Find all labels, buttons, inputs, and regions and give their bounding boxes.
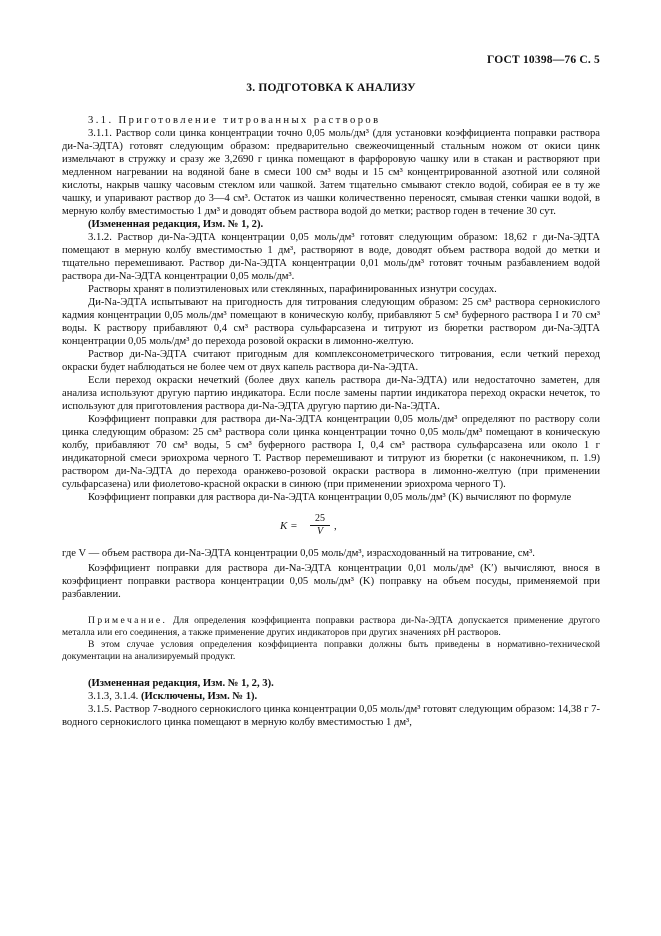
paragraph-3-1-2: 3.1.2. Раствор ди-Na-ЭДТА концентрации 0,05 моль/дм³ готовят следующим образом: 18,62 г ди-Na-ЭДТА помещают в мерную колбу вместимостью 1 дм³, растворяют в воде, доводят объем раствора водой до метки и тщательно перемешивают. Раствор ди-Na-ЭДТА концентрации 0,01 моль/дм³ готовят точным разбавлением водой раствора ди-Na-ЭДТА концентрации 0,05 моль/дм³. <box>62 232 600 282</box>
revision-note-1: (Измененная редакция, Изм. № 1, 2). <box>88 219 264 230</box>
formula-legend-text: где V — объем раствора ди-Na-ЭДТА концентрации 0,05 моль/дм³, израсходованный на титрование, см³. <box>62 548 535 559</box>
paragraph-3-1-1: 3.1.1. Раствор соли цинка концентрации точно 0,05 моль/дм³ (для установки коэффициента поправки раствора ди-Na-ЭДТА) готовят следующим образом: предварительно свежеочищенный стальным ножом от окиси цинк измельчают в стружку и сразу же 3,2690 г цинка помещают в фарфоровую чашку или в стакан и растворяют при медленном нагревании на водяной бане в смеси 100 см³ воды и 15 см³ концентрированной азотной или соляной кислоты, накрыв чашку часовым стеклом или чашкой. Затем тщательно смывают стекло водой, собирая ее в ту же чашку, и упаривают раствор до 3—4 см³. Остаток из чашки количественно переносят, смывая стенки чашки водой, в мерную колбу вместимостью 1 дм³ и доводят объем раствора водой до метки; раствор годен в течение 30 сут. <box>62 128 600 217</box>
formula-fraction <box>310 513 330 538</box>
formula-denominator: V <box>316 526 324 537</box>
paragraph-coefficient-formula-intro: Коэффициент поправки для раствора ди-Na-ЭДТА концентрации 0,05 моль/дм³ (K) вычисляют по формуле <box>88 492 572 503</box>
page-body <box>62 52 600 729</box>
section-title: 3. ПОДГОТОВКА К АНАЛИЗУ <box>246 82 416 94</box>
paragraph-suitability-test: Ди-Na-ЭДТА испытывают на пригодность для титрования следующим образом: 25 см³ раствора сернокислого кадмия концентрации 0,05 моль/дм³ помещают в коническую колбу, прибавляют 5 см³ буферного раствора I и 70 см³ воды. К раствору прибавляют 0,4 см³ раствора сульфарсазена и титруют из бюретки раствором ди-Na-ЭДТА концентрации 0,05 моль/дм³ до перехода розовой окраски в лимонно-желтую. <box>62 297 600 347</box>
note-label: Примечание. <box>88 615 168 626</box>
formula-tail: , <box>334 520 337 532</box>
note-block <box>62 615 600 663</box>
paragraph-storage: Растворы хранят в полиэтиленовых или стеклянных, парафинированных изнутри сосудах. <box>88 284 497 295</box>
note-text-1: Для определения коэффициента поправки раствора ди-Na-ЭДТА допускается применение другого металла или его соединения, а также применение других индикаторов при других значениях pH растворов. <box>62 615 600 638</box>
note-paragraph-1 <box>62 615 600 639</box>
formula <box>62 513 600 539</box>
subsection-heading: 3.1. Приготовление титрованных растворов <box>88 115 381 126</box>
revision-note-2: (Измененная редакция, Изм. № 1, 2, 3). <box>88 678 274 689</box>
note-paragraph-2: В этом случае условия определения коэффициента поправки должны быть приведены в нормативно-технической документации на анализируемый продукт. <box>62 639 600 662</box>
running-header: ГОСТ 10398—76 С. 5 <box>487 54 600 66</box>
paragraph-3-1-3: 3.1.3, 3.1.4. (Исключены, Изм. № 1). <box>88 691 258 702</box>
formula-lhs: K = <box>280 520 298 532</box>
formula-legend <box>62 547 600 560</box>
formula-numerator: 25 <box>310 513 330 526</box>
paragraph-unclear-transition: Если переход окраски нечеткий (более двух капель раствора ди-Na-ЭДТА) или недостаточно заметен, для анализа используют другую партию индикатора. Если после замены партии индикатора переход окраски нечеток, то используют для приготовления раствора ди-Na-ЭДТА другую партию ди-Na-ЭДТА. <box>62 375 600 412</box>
paragraph-coefficient-dilution: Коэффициент поправки для раствора ди-Na-ЭДТА концентрации 0,01 моль/дм³ (K′) вычисляют, внося в коэффициент поправки раствора концентрации 0,05 моль/дм³ (K) поправку на объем посуды, применяемой при разбавлении. <box>62 563 600 600</box>
paragraph-3-1-5: 3.1.5. Раствор 7-водного сернокислого цинка концентрации 0,05 моль/дм³ готовят следующим образом: 14,38 г 7-водного сернокислого цинка помещают в мерную колбу вместимостью 1 дм³, <box>62 704 600 728</box>
paragraph-suitable: Раствор ди-Na-ЭДТА считают пригодным для комплексонометрического титрования, если четкий переход окраски будет наблюдаться не более чем от двух капель раствора ди-Na-ЭДТА. <box>62 349 600 373</box>
paragraph-correction-coefficient: Коэффициент поправки для раствора ди-Na-ЭДТА концентрации 0,05 моль/дм³ определяют по раствору соли цинка следующим образом: 25 см³ раствора соли цинка концентрации точно 0,05 моль/дм³ помещают в коническую колбу, прибавляют 70 см³ воды, 5 см³ буферного раствора I, 0,4 см³ раствора сульфарсазена или около 1 г индикаторной смеси эриохрома черного Т. Раствор перемешивают и титруют из бюретки (с наконечником, п. 1.9) раствором ди-Na-ЭДТА до перехода оранжево-розовой окраски раствора в лимонно-желтую (при применении сульфарсазена) или фиолетово-красной окраски в синюю (при применении эриохрома черного Т). <box>62 414 600 490</box>
